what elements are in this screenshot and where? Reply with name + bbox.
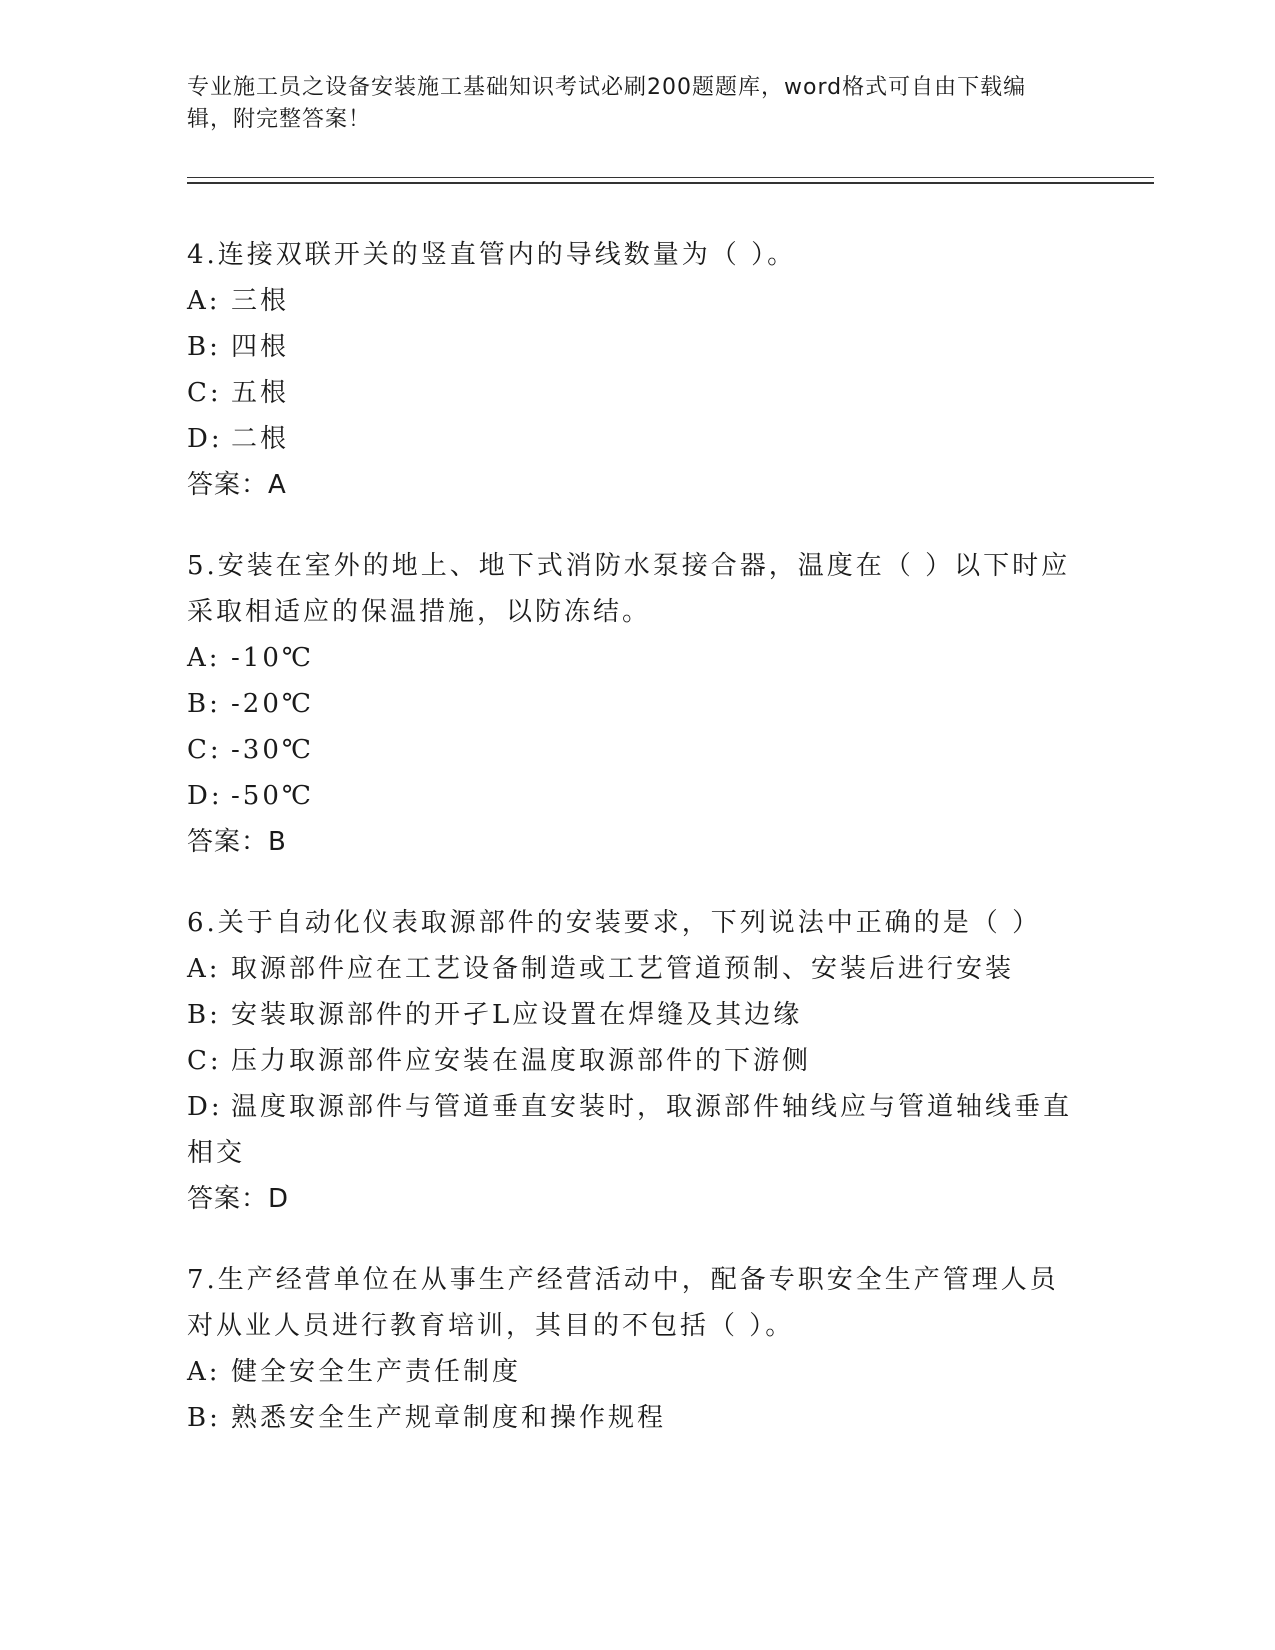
document-header: 专业施工员之设备安装施工基础知识考试必刷200题题库，word格式可自由下载编辑，附完整答案！ [187, 75, 1027, 132]
option-text: 安装取源部件的开孑L应设置在焊缝及其边缘 [231, 1000, 803, 1030]
option-letter: A: [187, 286, 221, 316]
question-5 [187, 543, 1077, 865]
option-letter: A: [187, 1357, 221, 1387]
option-text: 取源部件应在工艺设备制造或工艺管道预制、安装后进行安装 [231, 954, 1015, 984]
option-a [187, 1349, 1077, 1395]
option-letter: B: [187, 1403, 221, 1433]
question-stem: 4.连接双联开关的竖直管内的导线数量为（ ）。 [187, 240, 797, 270]
option-b [187, 324, 1077, 370]
option-a [187, 635, 1077, 681]
option-b [187, 681, 1077, 727]
option-c [187, 370, 1077, 416]
option-c [187, 1038, 1077, 1084]
option-letter: C: [187, 735, 222, 765]
answer-line: 答案：A [187, 470, 287, 500]
question-stem: 6.关于自动化仪表取源部件的安装要求，下列说法中正确的是（ ） [187, 908, 1042, 938]
option-text: 健全安全生产责任制度 [231, 1357, 522, 1387]
question-6 [187, 900, 1077, 1222]
option-letter: C: [187, 378, 222, 408]
option-letter: D: [187, 424, 223, 454]
option-letter: C: [187, 1046, 222, 1076]
question-4 [187, 232, 1077, 508]
option-text: 五根 [231, 378, 290, 408]
option-letter: B: [187, 1000, 221, 1030]
option-text: -30℃ [231, 735, 314, 765]
option-text: 三根 [231, 286, 290, 316]
question-stem: 5.安装在室外的地上、地下式消防水泵接合器，温度在（ ）以下时应采取相适应的保温措施，以防冻结。 [187, 551, 1071, 627]
option-text: -10℃ [231, 643, 314, 673]
answer-line: 答案：D [187, 1184, 290, 1214]
option-b [187, 1395, 1077, 1441]
option-b [187, 992, 1077, 1038]
option-letter: A: [187, 954, 221, 984]
question-stem: 7.生产经营单位在从事生产经营活动中，配备专职安全生产管理人员对从业人员进行教育培训，其目的不包括（ ）。 [187, 1265, 1059, 1341]
option-text: 熟悉安全生产规章制度和操作规程 [231, 1403, 667, 1433]
option-letter: B: [187, 332, 221, 362]
option-text: 压力取源部件应安装在温度取源部件的下游侧 [231, 1046, 812, 1076]
option-d [187, 773, 1077, 819]
question-7 [187, 1257, 1077, 1441]
option-d [187, 1084, 1077, 1176]
option-text: 温度取源部件与管道垂直安装时，取源部件轴线应与管道轴线垂直相交 [187, 1092, 1073, 1168]
option-text: -50℃ [231, 781, 314, 811]
answer-line: 答案：B [187, 827, 287, 857]
option-letter: B: [187, 689, 221, 719]
option-a [187, 946, 1077, 992]
option-letter: D: [187, 781, 223, 811]
option-text: 四根 [231, 332, 290, 362]
option-a [187, 278, 1077, 324]
question-list [187, 232, 1077, 1476]
option-d [187, 416, 1077, 462]
option-c [187, 727, 1077, 773]
header-divider-thin [187, 177, 1154, 178]
header-divider-thick [187, 182, 1154, 184]
option-text: -20℃ [231, 689, 314, 719]
option-letter: D: [187, 1092, 223, 1122]
option-letter: A: [187, 643, 221, 673]
option-text: 二根 [231, 424, 290, 454]
